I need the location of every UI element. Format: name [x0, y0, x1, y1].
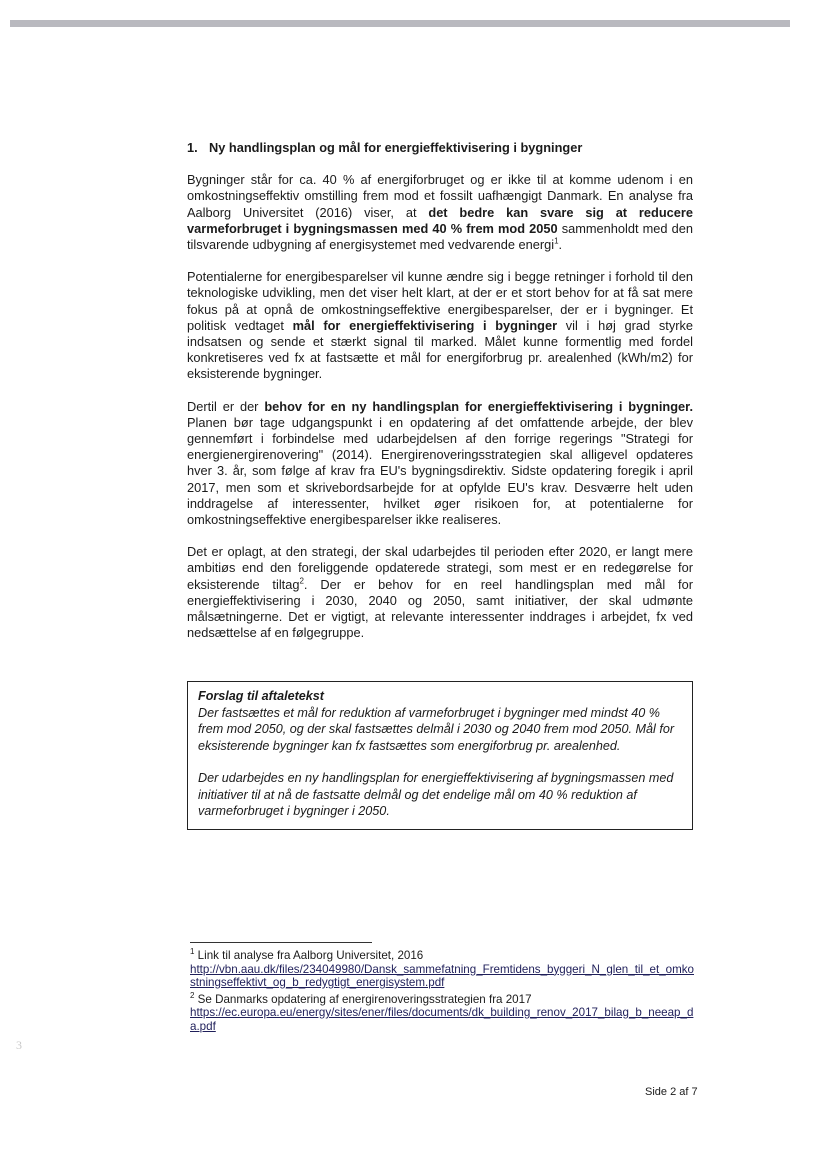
proposal-paragraph-2: Der udarbejdes en ny handlingsplan for energieffektivisering af bygningsmassen med initiativer til at nå de fastsatte delmål og det endelige mål om 40 % reduktion af varmeforbruget i bygninger i 2050.	[198, 771, 674, 818]
proposal-box-title: Forslag til aftaletekst	[198, 689, 324, 704]
section-title: Ny handlingsplan og mål for energieffektivisering i bygninger	[209, 140, 583, 155]
proposal-paragraph-1: Der fastsættes et mål for reduktion af varmeforbruget i bygninger med mindst 40 % frem mod 2050, og der skal fastsættes delmål i 2030 og 2040 frem mod 2050. Mål for eksisterende bygninger kan fx fastsættes som energiforbrug pr. arealenhed.	[198, 705, 675, 753]
top-scan-bar	[10, 20, 790, 27]
footnote-ref-2[interactable]: 2	[299, 576, 304, 586]
document-body	[187, 140, 693, 830]
footnote-rule	[190, 942, 372, 943]
footnotes	[190, 942, 696, 1036]
margin-mark: 3	[16, 1038, 22, 1052]
footnote-1-link[interactable]: http://vbn.aau.dk/files/234049980/Dansk_sammefatning_Fremtidens_byggeri_N_glen_til_et_omkostningseffektivt_og_b_redygtigt_energisystem.pdf	[190, 962, 694, 989]
footnote-ref-1[interactable]: 1	[554, 236, 559, 246]
footnote-2-link[interactable]: https://ec.europa.eu/energy/sites/ener/files/documents/dk_building_renov_2017_bilag_b_neeap_da.pdf	[190, 1006, 694, 1033]
paragraph-3: Dertil er der behov for en ny handlingsplan for energieffektivisering i bygninger. Planen bør tage udgangspunkt i en opdatering af det omfattende arbejde, der blev gennemført i forbindelse med udarbejdelsen af den forrige regerings "Strategi for energienergirenovering" (2014). Energirenoveringsstrategien skal alligevel opdateres hver 3. år, som følge af krav fra EU's bygningsdirektiv. Sidste opdatering foregik i april 2017, men som et skrivebordsarbejde for at opfylde EU's krav. Desværre helt uden inddragelse af interessenter, hvilket øger risikoen for, at potentialerne for omkostningseffektive energibesparelser ikke realiseres.	[187, 398, 693, 528]
footnote-1: $^1$ Link til analyse fra Aalborg Universitet, 2016 http://vbn.aau.dk/files/234049980/Dansk_sammefatning_Fremtidens_byggeri_N_glen_til_et_omkostningseffektivt_og_b_redygtigt_energisystem.pdf	[190, 947, 694, 989]
section-heading	[187, 140, 693, 156]
proposal-box	[187, 681, 693, 830]
section-number: 1.	[187, 140, 198, 155]
paragraph-1: Bygninger står for ca. 40 % af energiforbruget og er ikke til at komme udenom i en omkostningseffektiv omstilling frem mod et fossilt uafhængigt Danmark. En analyse fra Aalborg Universitet (2016) viser, at det bedre kan svare sig at reducere varmeforbruget i bygningsmassen med 40 % frem mod 2050 sammenholdt med den tilsvarende udbygning af energisystemet med vedvarende energi$^1$.	[187, 172, 693, 253]
paragraph-2: Potentialerne for energibesparelser vil kunne ændre sig i begge retninger i forhold til den teknologiske udvikling, men det viser helt klart, at der er et stort behov for at få sat mere fokus på at opnå de omkostningseffektive energibesparelser, der er i bygninger. Et politisk vedtaget mål for energieffektivisering i bygninger vil i høj grad styrke indsatsen og sende et stærkt signal til marked. Målet kunne formentlig med fordel konkretiseres ved fx at fastsætte et mål for energiforbrug pr. arealenhed (kWh/m2) for eksisterende bygninger.	[187, 269, 693, 382]
page-number: Side 2 af 7	[645, 1086, 698, 1098]
paragraph-4: Det er oplagt, at den strategi, der skal udarbejdes til perioden efter 2020, er langt mere ambitiøs end den foreliggende opdaterede strategi, som mest er en redegørelse for eksisterende tiltag$^2$. Der er behov for en reel handlingsplan med mål for energieffektivisering i 2030, 2040 og 2050, samt initiativer, der skal udmønte målsætningerne. Det er vigtigt, at relevante interessenter inddrages i arbejdet, fx ved nedsættelse af en følgegruppe.	[187, 544, 693, 641]
footnote-2: $^2$ Se Danmarks opdatering af energirenoveringsstrategien fra 2017 https://ec.europa.eu/energy/sites/ener/files/documents/dk_building_renov_2017_bilag_b_neeap_da.pdf	[190, 990, 694, 1033]
